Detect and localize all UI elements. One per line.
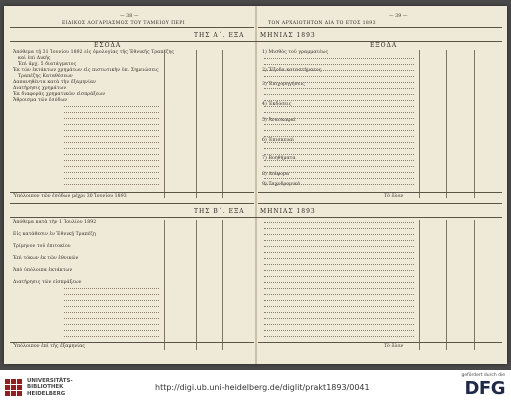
ledger-leader-line: [264, 166, 414, 167]
ledger-leader-line: [264, 82, 414, 83]
ledger-leader-line: [264, 222, 414, 223]
ledger-leader-line: [264, 306, 414, 307]
ledger-leader-line: [64, 324, 159, 325]
ledger-leader-line: [64, 306, 159, 307]
ledger-leader-line: [264, 324, 414, 325]
ledger-leader-line: [64, 184, 159, 185]
ledger-leader-line: [64, 130, 159, 131]
left-section-b-title: ΤΗΣ Β΄. ΕΞΑ: [194, 208, 245, 215]
ledger-leader-line: [64, 118, 159, 119]
dfg-logo[interactable]: [445, 373, 505, 403]
right-page-number: — 39 —: [389, 14, 408, 19]
text-line: Δαπανηθέντα κατὰ τὴν ἐξαμηνίαν: [13, 80, 97, 85]
ledger-leader-line: [264, 94, 414, 95]
text-line: Ἐπὶ ἀρχ. 5 διατάγματος: [18, 62, 77, 67]
ledger-leader-line: [64, 294, 159, 295]
text-line: 8) Διάφορα: [262, 172, 290, 177]
library-name-line: HEIDELBERG: [27, 390, 66, 397]
text-line: Διατήρησις τῶν εἰσπράξεων: [13, 280, 82, 285]
divider: [258, 192, 502, 193]
ledger-leader-line: [64, 124, 159, 125]
ledger-leader-line: [64, 318, 159, 319]
ledger-leader-line: [64, 172, 159, 173]
text-line: Ὑπόλοιπον τῶν ἐσόδων μέχρι 30 Ἰουνίου 1893: [13, 194, 127, 199]
university-library-logo[interactable]: [4, 376, 104, 402]
divider: [258, 342, 502, 343]
ledger-leader-line: [264, 300, 414, 301]
text-line: 9) Ταχυδρομικά: [262, 182, 301, 187]
total-label: Τὸ ὅλον: [384, 194, 404, 199]
text-line: Διατήρησις χρημάτων: [13, 86, 67, 91]
ledger-leader-line: [264, 282, 414, 283]
ledger-leader-line: [264, 184, 414, 185]
ledger-leader-line: [264, 178, 414, 179]
text-line: Ἀπόθεμα τῇ 31 Ἰουνίου 1892 εἰς ὁμολογίας τῆς Ἐθνικῆς Τραπέζης: [13, 50, 175, 55]
ledger-leader-line: [264, 246, 414, 247]
viewer-footer: [0, 370, 511, 405]
right-section-a-title: ΜΗΝΙΑΣ 1893: [260, 32, 316, 39]
ledger-leader-line: [264, 64, 414, 65]
text-line: Τραπέζης Καταθέσεων: [18, 74, 73, 79]
ledger-leader-line: [264, 228, 414, 229]
ledger-leader-line: [64, 336, 159, 337]
column-rule: [222, 50, 223, 198]
ledger-leader-line: [64, 136, 159, 137]
ledger-leader-line: [64, 178, 159, 179]
ledger-leader-line: [264, 294, 414, 295]
library-name: [27, 378, 73, 397]
library-emblem-icon: [4, 378, 24, 398]
ledger-leader-line: [264, 124, 414, 125]
column-rule: [474, 220, 475, 350]
left-section-a-title: ΤΗΣ Α΄. ΕΞΑ: [194, 32, 245, 39]
divider: [258, 203, 502, 204]
column-rule: [474, 50, 475, 198]
ledger-leader-line: [264, 336, 414, 337]
text-line: 4) Ἐκδόσεις: [262, 102, 292, 107]
text-line: Ἐκ διαφορᾶς χρηματικῶν εἰσπράξεων: [13, 92, 106, 97]
divider: [10, 217, 502, 218]
ledger-leader-line: [264, 258, 414, 259]
ledger-leader-line: [264, 130, 414, 131]
text-line: 5) Ἀνασκαφαὶ: [262, 118, 296, 123]
column-rule: [164, 220, 165, 350]
text-line: Τρίμηνον τοῦ ἐπιτοκίου: [13, 244, 71, 249]
ledger-leader-line: [264, 88, 414, 89]
column-rule: [446, 50, 447, 198]
ledger-leader-line: [264, 252, 414, 253]
text-line: 6) Ἐπισκευαὶ: [262, 138, 295, 143]
ledger-leader-line: [264, 312, 414, 313]
ledger-leader-line: [64, 330, 159, 331]
text-line: Ἀπὸ ὑπόλοιπα ἐκτάκτων: [13, 268, 73, 273]
column-rule: [419, 220, 420, 350]
divider: [10, 27, 254, 28]
ledger-leader-line: [264, 154, 414, 155]
divider: [10, 192, 254, 193]
ledger-leader-line: [264, 118, 414, 119]
ledger-leader-line: [264, 264, 414, 265]
text-line: 2) Ἔξοδα καταστήματος: [262, 68, 322, 73]
ledger-leader-line: [64, 288, 159, 289]
page-gutter: [255, 6, 257, 364]
ledger-leader-line: [64, 106, 159, 107]
library-name-line: UNIVERSITÄTS-: [27, 378, 73, 384]
column-rule: [164, 50, 165, 198]
text-line: Εἰς κατάθεσιν ἐν Ἐθνικῇ Τραπέζῃ: [13, 232, 96, 237]
text-line: Ἄθροισμα τῶν ἐσόδων: [13, 98, 68, 103]
text-line: Ἀπόθεμα κατὰ τὴν 1 Ἰουλίου 1892: [13, 220, 97, 225]
ledger-leader-line: [64, 300, 159, 301]
total-label: Τὸ ὅλον: [384, 344, 404, 349]
column-rule: [196, 220, 197, 350]
dfg-caption: gefördert durch die: [461, 373, 505, 378]
ledger-leader-line: [264, 240, 414, 241]
ledger-leader-line: [64, 142, 159, 143]
ledger-leader-line: [64, 312, 159, 313]
divider: [10, 41, 502, 42]
text-line: καὶ ἐπὶ Δικῆς: [18, 56, 51, 61]
library-name-line: BIBLIOTHEK: [27, 384, 64, 391]
ledger-leader-line: [64, 166, 159, 167]
column-rule: [419, 50, 420, 198]
ledger-leader-line: [264, 100, 414, 101]
permalink[interactable]: http://digi.ub.uni-heidelberg.de/diglit/prakt1893/0041: [155, 383, 370, 392]
ledger-leader-line: [264, 276, 414, 277]
left-page-number: — 38 —: [120, 14, 139, 19]
ledger-leader-line: [264, 288, 414, 289]
expense-heading: ΕΞΟΔΑ: [370, 42, 398, 49]
column-rule: [196, 50, 197, 198]
ledger-leader-line: [64, 154, 159, 155]
ledger-leader-line: [64, 148, 159, 149]
ledger-leader-line: [264, 148, 414, 149]
ledger-leader-line: [264, 112, 414, 113]
text-line: 1) Μισθὸς τοῦ γραμματέως: [262, 50, 329, 55]
dfg-wordmark: DFG: [464, 378, 505, 399]
ledger-leader-line: [64, 112, 159, 113]
ledger-leader-line: [264, 330, 414, 331]
divider: [10, 203, 254, 204]
text-line: Ὑπόλοιπον ἐπὶ τῆς ἐξαμηνίας: [13, 344, 86, 349]
ledger-leader-line: [264, 70, 414, 71]
text-line: 7) Βοηθήματα: [262, 156, 296, 161]
ledger-leader-line: [264, 172, 414, 173]
ledger-leader-line: [264, 58, 414, 59]
ledger-leader-line: [264, 142, 414, 143]
divider: [258, 27, 502, 28]
ledger-leader-line: [264, 318, 414, 319]
column-rule: [446, 220, 447, 350]
divider: [10, 342, 254, 343]
right-running-head: ΤΟΝ ΑΡΧΑΙΟΤΗΤΩΝ ΔΙΑ ΤΟ ΕΤΟΣ 1893: [268, 21, 376, 26]
ledger-leader-line: [264, 106, 414, 107]
text-line: Ἐπὶ τόκων ἐκ τῶν ἐθνικῶν: [13, 256, 79, 261]
ledger-leader-line: [264, 136, 414, 137]
ledger-leader-line: [264, 270, 414, 271]
column-rule: [222, 220, 223, 350]
scanned-page: [4, 6, 507, 364]
text-line: 3) Ἐπιχορηγήσεις: [262, 82, 305, 87]
ledger-leader-line: [264, 160, 414, 161]
ledger-leader-line: [264, 234, 414, 235]
ledger-leader-line: [264, 76, 414, 77]
text-line: Ἐκ τῶν ἐκτάκτων χρημάτων εἰς πιστωτικὴν ὑπ. Σημειώσεις: [13, 68, 159, 73]
ledger-leader-line: [64, 160, 159, 161]
right-section-b-title: ΜΗΝΙΑΣ 1893: [260, 208, 316, 215]
income-heading: ΕΣΟΔΑ: [94, 42, 122, 49]
left-running-head: ΕΙΔΙΚΟΣ ΛΟΓΑΡΙΑΣΜΟΣ ΤΟΥ ΤΑΜΕΙΟΥ ΠΕΡΙ: [62, 21, 185, 26]
